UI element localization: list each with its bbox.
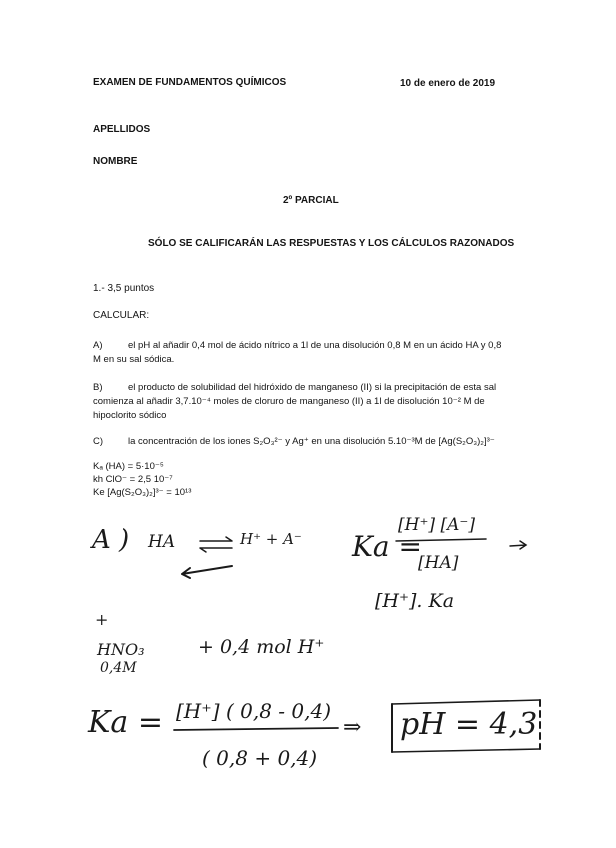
hw-ka2-numerator: [H⁺] ( 0,8 - 0,4) xyxy=(176,699,332,723)
ka-fraction-bar xyxy=(396,539,486,541)
reverse-arrow-stroke xyxy=(200,548,232,552)
part-b-line2: comienza al añadir 3,7.10⁻⁴ moles de cloruro de manganeso (II) a 1l de disolución 10⁻² M de xyxy=(93,396,485,407)
result-box-top xyxy=(392,700,540,704)
exam-date: 10 de enero de 2019 xyxy=(400,78,496,89)
constant-ka: Kₐ (HA) = 5·10⁻⁵ xyxy=(93,461,164,472)
part-c-letter: C) xyxy=(93,436,104,447)
hw-eq-right: H⁺ + A⁻ xyxy=(240,530,302,548)
hw-eq-left: HA xyxy=(148,532,176,552)
partial-title: 2º PARCIAL xyxy=(283,195,339,206)
hw-result: pH = 4,3 xyxy=(400,707,538,742)
question-instruction: CALCULAR: xyxy=(93,310,150,321)
ka2-fraction-bar xyxy=(174,728,338,730)
part-b-line3: hipoclorito sódico xyxy=(93,410,167,421)
constant-ke: Ke [Ag(S₂O₃)₂]³⁻ = 10¹³ xyxy=(93,487,192,498)
hw-ka2-label: Ka = xyxy=(88,705,163,740)
hw-hno3: HNO₃ xyxy=(97,640,145,659)
hw-reaction: + 0,4 mol H⁺ xyxy=(198,636,325,658)
constant-kh: kh ClO⁻ = 2,5 10⁻⁷ xyxy=(93,474,173,485)
hw-h-times-ka: [H⁺]. Ka xyxy=(375,590,455,612)
hw-plus: + xyxy=(95,610,109,629)
hw-implies-arrow: ⇒ xyxy=(343,715,362,740)
hw-ka-label: Ka = xyxy=(352,530,422,563)
hw-ka-denominator: [HA] xyxy=(418,553,459,573)
hw-ka2-denominator: ( 0,8 + 0,4) xyxy=(202,746,318,770)
forward-arrow-stroke xyxy=(200,537,232,541)
surname-label: APELLIDOS xyxy=(93,124,151,135)
part-a-line2: M en su sal sódica. xyxy=(93,354,175,365)
result-box-bottom xyxy=(392,749,540,752)
part-c-text: la concentración de los iones S₂O₃²⁻ y Ag⁺ en una disolución 5.10⁻³M de [Ag(S₂O₃)₂]³⁻ xyxy=(128,436,495,447)
hw-hno3-conc: 0,4M xyxy=(100,660,137,676)
name-label: NOMBRE xyxy=(93,156,138,167)
part-b-line1: el producto de solubilidad del hidróxido de manganeso (II) si la precipitación de esta sal xyxy=(128,382,497,393)
part-b-letter: B) xyxy=(93,382,103,393)
part-a-line1: el pH al añadir 0,4 mol de ácido nítrico a 1l de una disolución 0,8 M en un ácido HA y 0,8 xyxy=(128,340,502,351)
question-number: 1.- 3,5 puntos xyxy=(93,283,155,294)
hw-a-label: A ) xyxy=(92,525,130,555)
exam-title: EXAMEN DE FUNDAMENTOS QUÍMICOS xyxy=(93,77,287,88)
ka-implies-arrow xyxy=(510,541,526,549)
part-a-letter: A) xyxy=(93,340,103,351)
shift-arrow-stroke xyxy=(182,566,232,578)
grading-notice: SÓLO SE CALIFICARÁN LAS RESPUESTAS Y LOS CÁLCULOS RAZONADOS xyxy=(148,238,515,249)
hw-ka-numerator: [H⁺] [A⁻] xyxy=(398,515,475,535)
